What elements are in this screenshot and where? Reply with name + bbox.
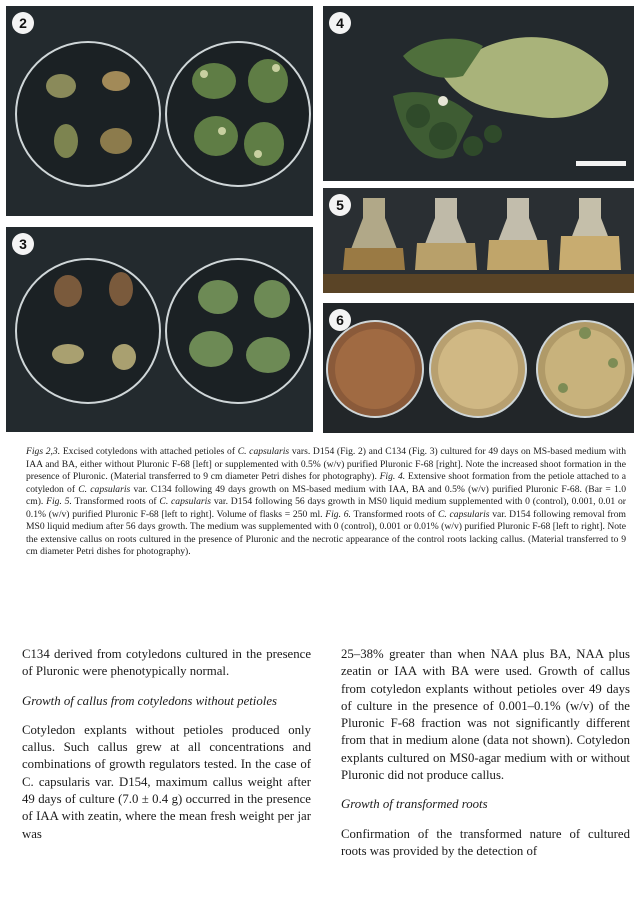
caption-species: C. capsularis xyxy=(78,483,131,495)
body-paragraph: Confirmation of the transformed nature of cultured roots was provided by the detection of xyxy=(341,826,630,858)
caption-text: Transformed roots of xyxy=(71,496,160,507)
caption-label-fig-4: Fig. 4. xyxy=(379,471,406,482)
figure-5-photo xyxy=(323,188,634,293)
body-paragraph: C134 derived from cotyledons cultured in the presence of Pluronic were phenotypically normal. xyxy=(22,647,311,679)
figure-5-image xyxy=(323,188,634,293)
caption-text: Transformed roots of xyxy=(350,508,439,520)
figure-caption xyxy=(26,446,626,559)
body-paragraph: 25–38% greater than when NAA plus BA, NAA plus zeatin or IAA with BA were used. Growth of callus from cotyledon explants without petioles over 49 days of culture in the presence of 0.001–0.1% (w/v) of the Pluronic F-68 fraction was not significantly different from that in medium alone (data not shown). Cotyledon explants cultured on MS0-agar medium with or without Pluronic did not produce callus. xyxy=(341,647,630,783)
figure-3-photo xyxy=(6,227,313,432)
body-paragraph: Cotyledon explants without petioles produced only callus. Such callus grew at all concentrations and combinations of growth regulators tested. In the case of C. capsularis var. D154, maximum callus weight after 49 days of culture (7.0 ± 0.4 g) occurred in the presence of IAA with zeatin, where the mean fresh weight per jar was xyxy=(22,722,311,841)
caption-text: var. D154 following 56 days growth in MS0 liquid medium supplemented with 0 (control), 0.001, 0.01 or 0.1% (w/v) purified Pluronic F-68 [left to right]. Volume of flasks = 250 ml. xyxy=(26,496,626,520)
figure-4-image xyxy=(323,6,634,181)
figure-2-image xyxy=(6,6,313,216)
section-heading: Growth of transformed roots xyxy=(341,797,488,812)
caption-species: C. capsularis xyxy=(237,446,290,457)
caption-label-figs-2-3: Figs 2,3. xyxy=(26,446,61,457)
caption-text: var. D154 following removal from MS0 liquid medium after 56 days growth. The medium was supplemented with 0 (control), 0.001 or 0.01% (w/v) purified Pluronic F-68 [left to right]. Note the extensive callus on roots cultured in the presence of Pluronic and the necrotic appearance of the control roots lacking callus. (Material transferred to 9 cm diameter Petri dishes for photography). xyxy=(26,508,626,557)
caption-label-fig-6: Fig. 6. xyxy=(325,508,351,520)
figure-4-number: 4 xyxy=(329,12,351,34)
caption-text: var. C134 following 49 days growth on MS-based medium with IAA, BA and 0.5% (w/v) purified Pluronic F-68. (Bar = 1.0 cm). xyxy=(26,483,626,507)
figure-2-photo xyxy=(6,6,313,216)
caption-label-fig-5: Fig. 5. xyxy=(46,496,72,507)
figure-6-photo xyxy=(323,303,634,433)
figure-6-image xyxy=(323,303,634,433)
figure-3-image xyxy=(6,227,313,432)
figure-3-number: 3 xyxy=(12,233,34,255)
caption-text: Excised cotyledons with attached petioles of xyxy=(60,446,238,457)
caption-species: C. capsularis xyxy=(159,496,212,507)
figure-4-photo xyxy=(323,6,634,181)
left-column xyxy=(22,646,311,855)
figure-6-number: 6 xyxy=(329,309,351,331)
figure-5-number: 5 xyxy=(329,194,351,216)
caption-text: Extensive shoot formation from the petiole attached to a cotyledon of xyxy=(26,471,626,495)
caption-text: vars. D154 (Fig. 2) and C134 (Fig. 3) cultured for 49 days on MS-based medium with IAA and BA, either without Pluronic F-68 [left] or supplemented with 0.5% (w/v) purified Pluronic F-68 [right]. Note the increased shoot formation in the presence of Pluronic. (Material transferred to 9 cm diameter Petri dishes for photography). xyxy=(26,446,626,482)
caption-species: C. capsularis xyxy=(438,508,490,520)
figure-2-number: 2 xyxy=(12,12,34,34)
right-column xyxy=(341,646,630,872)
section-heading: Growth of callus from cotyledons without petioles xyxy=(22,693,277,708)
